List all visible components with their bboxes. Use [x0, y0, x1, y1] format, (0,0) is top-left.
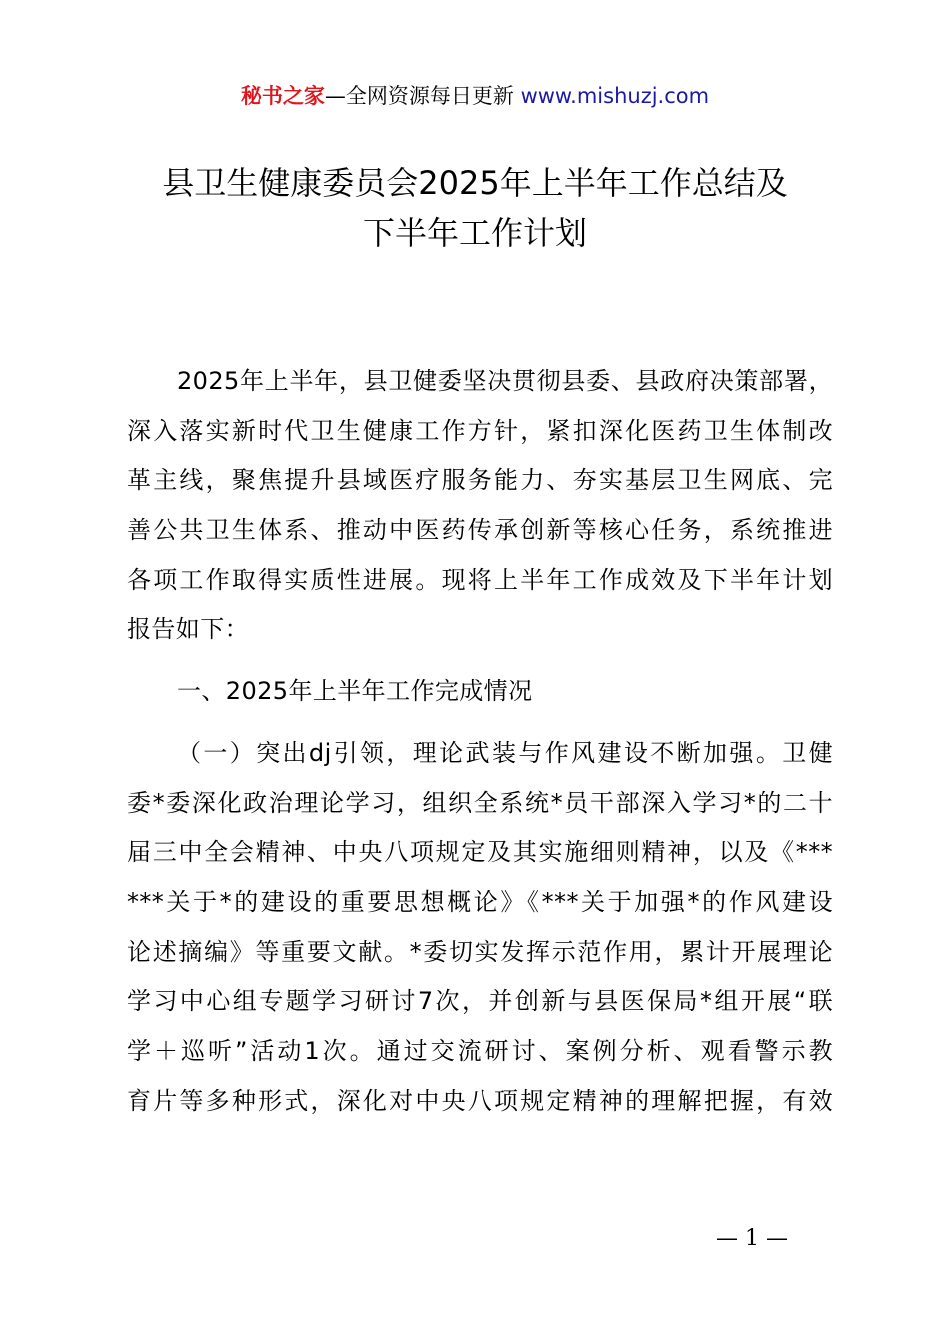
- text-line: 深入落实新时代卫生健康工作方针，紧扣深化医药卫生体制改: [127, 416, 833, 445]
- title-line-1: 县卫生健康委员会2025年上半年工作总结及: [162, 164, 788, 202]
- document-body: [127, 357, 833, 1126]
- document-title: [0, 158, 950, 258]
- text-line: 善公共卫生体系、推动中医药传承创新等核心任务，系统推进: [127, 516, 833, 545]
- text-line: 届三中全会精神、中央八项规定及其实施细则精神，以及《***: [127, 838, 833, 867]
- text-line: 育片等多种形式，深化对中央八项规定精神的理解把握，有效: [127, 1086, 833, 1115]
- banner-tagline: —全网资源每日更新: [324, 84, 521, 108]
- banner-url-link[interactable]: www.mishuzj.com: [520, 84, 710, 108]
- text-line: 报告如下：: [127, 615, 249, 644]
- section-1-heading: 一、2025年上半年工作完成情况: [177, 677, 533, 706]
- paragraph-spacer: [127, 717, 833, 729]
- text-line: 委*委深化政治理论学习，组织全系统*员干部深入学习*的二十: [127, 788, 833, 817]
- text-line: 各项工作取得实质性进展。现将上半年工作成效及下半年计划: [127, 565, 833, 594]
- text-line: 学习中心组专题学习研讨7次，并创新与县医保局*组开展“联: [127, 987, 833, 1016]
- text-line: 论述摘编》等重要文献。*委切实发挥示范作用，累计开展理论: [127, 937, 833, 966]
- subsection-1-paragraph: [127, 729, 833, 1127]
- text-line: 革主线，聚焦提升县域医疗服务能力、夯实基层卫生网底、完: [127, 466, 833, 495]
- text-line: （一）突出dj引领，理论武装与作风建设不断加强。卫健: [177, 738, 833, 767]
- section-heading: [127, 667, 833, 717]
- site-banner: [0, 80, 950, 112]
- paragraph-spacer: [127, 655, 833, 667]
- banner-brand: 秘书之家: [240, 84, 325, 108]
- intro-paragraph: [127, 357, 833, 655]
- page-number: — 1 —: [716, 1226, 788, 1251]
- text-line: 学＋巡听”活动1次。通过交流研讨、案例分析、观看警示教: [127, 1036, 833, 1065]
- text-line: ***关于*的建设的重要思想概论》《***关于加强*的作风建设: [127, 887, 833, 916]
- title-line-2: 下半年工作计划: [362, 214, 587, 252]
- text-line: 2025年上半年，县卫健委坚决贯彻县委、县政府决策部署，: [177, 367, 833, 395]
